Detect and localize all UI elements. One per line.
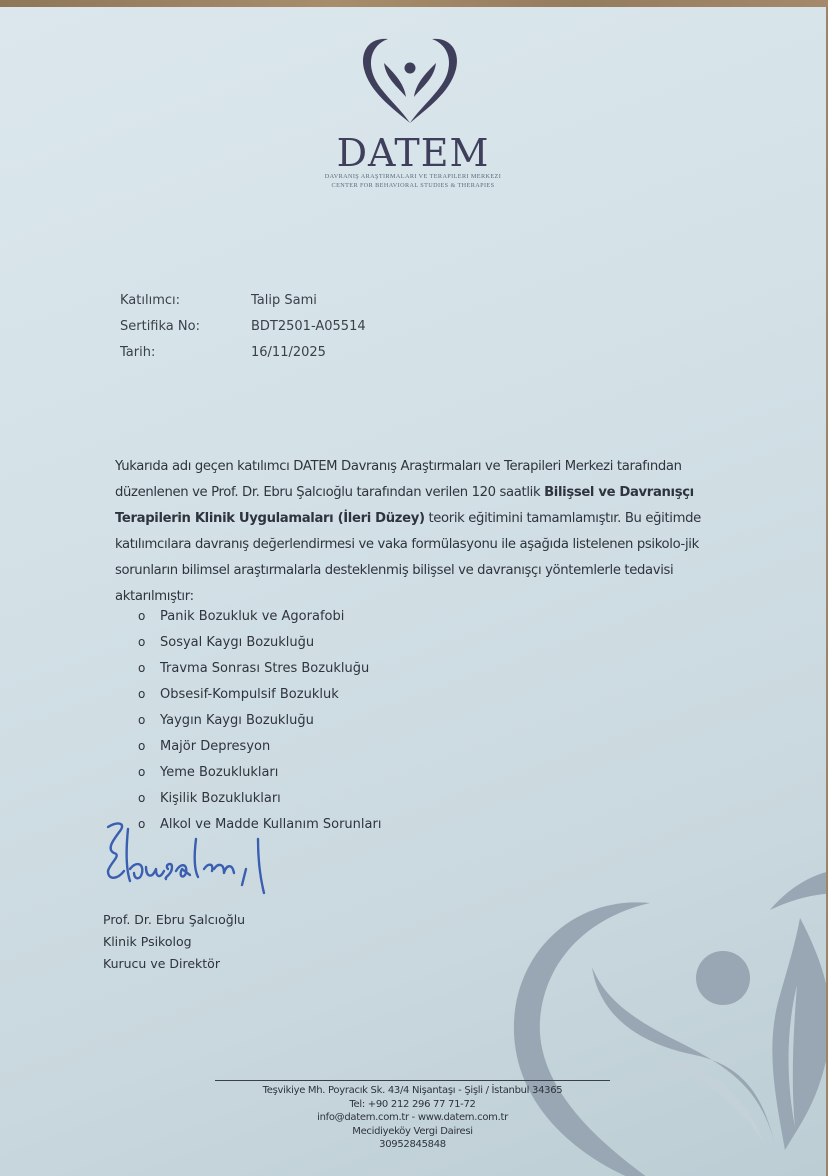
bullet-icon: o: [138, 661, 146, 675]
list-item: [138, 707, 381, 733]
program-title: Bilişsel ve Davranışçı Terapilerin Klinik Uygulamaları (İleri Düzey): [115, 485, 694, 526]
bullet-icon: o: [138, 817, 146, 831]
footer-tax-number: 30952845848: [379, 1139, 446, 1150]
datem-logo-icon: [358, 35, 462, 125]
certificate-number-value: BDT2501-A05514: [251, 319, 366, 334]
signatory-role: Kurucu ve Direktör: [103, 956, 220, 971]
signatory-name: Prof. Dr. Ebru Şalcıoğlu: [103, 912, 246, 927]
certificate-number-label: Sertifika No:: [120, 319, 200, 334]
bullet-icon: o: [138, 739, 146, 753]
footer-divider: [215, 1080, 610, 1081]
topic-label: Alkol ve Madde Kullanım Sorunları: [160, 816, 382, 832]
topic-label: Majör Depresyon: [160, 738, 271, 754]
certificate-document: [0, 7, 826, 1176]
bullet-icon: o: [138, 635, 146, 649]
body-text-part-1: Yukarıda adı geçen katılımcı DATEM Davranış Araştırmaları ve Terapileri Merkezi tarafından düzenlenen ve Prof. Dr. Ebru Şalcıoğlu tarafından verilen 120 saatlik: [115, 459, 682, 500]
topic-label: Obsesif-Kompulsif Bozukluk: [160, 686, 339, 702]
list-item: [138, 603, 381, 629]
signatory-block: [103, 909, 245, 975]
bullet-icon: o: [138, 609, 146, 623]
certificate-body-paragraph: [115, 454, 715, 610]
topic-label: Sosyal Kaygı Bozukluğu: [160, 634, 315, 650]
footer-contact: [215, 1084, 610, 1152]
signatory-title: Klinik Psikolog: [103, 934, 192, 949]
list-item: [138, 733, 381, 759]
organization-subtitle-en: CENTER FOR BEHAVIORAL STUDIES & THERAPIES: [331, 182, 495, 189]
organization-subtitle-tr: DAVRANIŞ ARAŞTIRMALARI VE TERAPILERI MERKEZI: [324, 173, 502, 180]
topic-label: Yeme Bozuklukları: [160, 764, 279, 780]
participant-value: Talip Sami: [251, 293, 317, 308]
handwritten-signature-icon: [100, 819, 300, 909]
date-value: 16/11/2025: [251, 345, 326, 360]
participant-row: [120, 293, 366, 319]
footer-tax-office: Mecidiyeköy Vergi Dairesi: [352, 1125, 473, 1137]
list-item: [138, 681, 381, 707]
footer-web: info@datem.com.tr - www.datem.com.tr: [317, 1112, 508, 1123]
organization-name: DATEM: [336, 131, 490, 175]
date-label: Tarih:: [120, 345, 156, 360]
participant-label: Katılımcı:: [120, 293, 180, 308]
list-item: [138, 785, 381, 811]
topic-label: Travma Sonrası Stres Bozukluğu: [160, 660, 370, 676]
certificate-details: [120, 293, 366, 371]
topic-label: Panik Bozukluk ve Agorafobi: [160, 608, 345, 624]
wooden-table-edge: [0, 0, 828, 7]
footer-phone: Tel: +90 212 296 77 71-72: [349, 1098, 476, 1110]
list-item: [138, 655, 381, 681]
topic-label: Yaygın Kaygı Bozukluğu: [160, 712, 314, 728]
bullet-icon: o: [138, 687, 146, 701]
topics-list: [138, 603, 381, 837]
bullet-icon: o: [138, 713, 146, 727]
list-item: [138, 629, 381, 655]
footer-address: Teşvikiye Mh. Poyracık Sk. 43/4 Nişantaşı - Şişli / İstanbul 34365: [262, 1085, 563, 1096]
list-item: [138, 759, 381, 785]
certificate-number-row: [120, 319, 366, 345]
bullet-icon: o: [138, 765, 146, 779]
body-text-part-2: teorik eğitimini tamamlamıştır. Bu eğitimde katılımcılara davranış değerlendirmesi ve vaka formülasyonu ile aşağıda listelenen psikolo-jik sorunların bilimsel araştırmalarla desteklenmiş bilişsel ve davranışçı yöntemlerle tedavisi aktarılmıştır:: [115, 511, 701, 604]
date-row: [120, 345, 366, 371]
bullet-icon: o: [138, 791, 146, 805]
topic-label: Kişilik Bozuklukları: [160, 790, 281, 806]
